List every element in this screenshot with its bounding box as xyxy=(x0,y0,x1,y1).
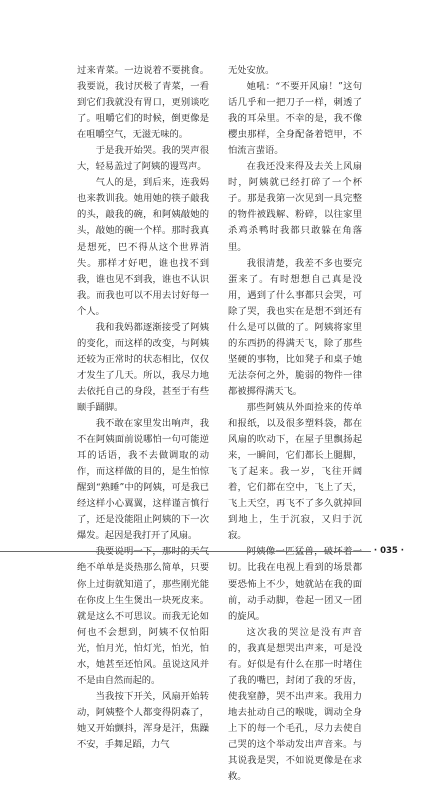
paragraph: 当我按下开关，风扇开始转动，阿姨整个人都变得阴森了，她又开始颤抖，浑身是汗，焦躁不安，手舞足蹈，力气 xyxy=(77,690,209,750)
paragraph: 无处安放。 xyxy=(228,65,275,76)
footer-rule xyxy=(0,551,406,552)
paragraph: 这次我的哭泣是没有声音的，我真是想哭出声来，可是没有。好似是有什么在那一时堵住了我的嘴巴，封闭了我的牙齿，使我窒静，哭不出声来。我用力地去扯动自己的喉咙，调动全身上下的每一个毛孔，尽力去使自己哭的这个举动发出声音来。与其说我是哭，不如说更像是在求救。 xyxy=(228,626,362,783)
paragraph: 气人的是，到后来，连我妈也来教训我。她用她的筷子敲我的头，敲我的碗，和阿姨敲她的头，敲她的碗一个样。那时我真是想死，巴不得从这个世界消失。那样才好吧，谁也找不到我，谁也见不到我，谁也不认识我。而我也可以不用去讨好每一个人。 xyxy=(77,177,209,317)
paragraph: 我很清楚，我差不多也要完蛋来了。有时想想自己真是没用，遇到了什么事都只会哭，可除了哭，我也实在是想不到还有什么是可以做的了。阿姨将家里的东西扔的得满天飞，除了那些坚硬的事物，比如凳子和桌子她无法奈何之外，脆弱的物件一律都被掷得满天飞。 xyxy=(228,257,362,397)
paragraph: 于是我开始哭。我的哭声很大，轻易盖过了阿姨的谩骂声。 xyxy=(77,145,209,173)
paragraph: 我和我妈都逐渐接受了阿姨的变化，而这样的改变，与阿姨还较为正常时的状态相比，仅仅才发生了几天。所以，我尽力地去依托自己的身段，甚至于有些颐手踊脚。 xyxy=(77,321,209,413)
right-text-column xyxy=(228,63,362,785)
paragraph: 在我还没来得及去关上风扇时，阿姨就已经打碎了一个杯子。那是我第一次见到一具完整的物件被践解、粉碎，以往家里杀鸡杀鸭时我都只敢躲在角落里。 xyxy=(228,161,362,253)
left-text-column xyxy=(77,63,209,753)
paragraph: 那些阿姨从外面捡来的传单和报纸，以及很多塑料袋，都在风扇的吹动下，在屋子里飘扬起来，一瞬间，它们都长上腿脚，飞了起来。我一岁，飞往开阔着，它们都在空中，飞上了天，飞上天空，再飞不了多久就掉回到地上，生于沉寂，又归于沉寂。 xyxy=(228,401,362,542)
paragraph: 她吼：“不要开风扇！”这句话几乎和一把刀子一样，刺透了我的耳朵里。不幸的是，我不像樱虫那样，全身配备着铠甲，不怕流言蜚语。 xyxy=(228,81,362,157)
paragraph: 我不敢在家里发出响声，我不在阿姨面前说哪怕一句可能逆耳的话语，我不去做调取的动作，而这样做的目的，是生怕惊醒到“熟睡”中的阿姨，可是我已经这样小心翼翼，这样谨言慎行了，还是没能阻止阿姨的下一次爆发。起因是我打开了风扇。 xyxy=(77,418,209,542)
paragraph: 阿姨像一匹猛兽，破坏着一切。比我在电视上看到的场景都要恐怖上不少，她就站在我的面前，动手动脚，卷起一团又一团的旋风。 xyxy=(228,546,362,622)
paragraph: 过来青菜。一边说着不要挑食。我要说，我讨厌极了青菜，一看到它们我就没有胃口，更别谈吃了。咀嚼它们的时候，倒更像是在咀嚼空气，无滋无味的。 xyxy=(77,65,209,141)
paragraph: 我要说明一下，那时的天气绝不单单是炎热那么简单，只要你上过街就知道了，那些刚光能在你皮上生生煲出一块死皮来。就是这么不可思议。而我无论如何也不会想到，阿姨不仅怕阳光，怕月光，怕灯光，怕光，怕水，她甚至还怕风。虽说这风并不是由自然而起的。 xyxy=(77,546,209,686)
page-number: · 035 · xyxy=(371,544,407,558)
